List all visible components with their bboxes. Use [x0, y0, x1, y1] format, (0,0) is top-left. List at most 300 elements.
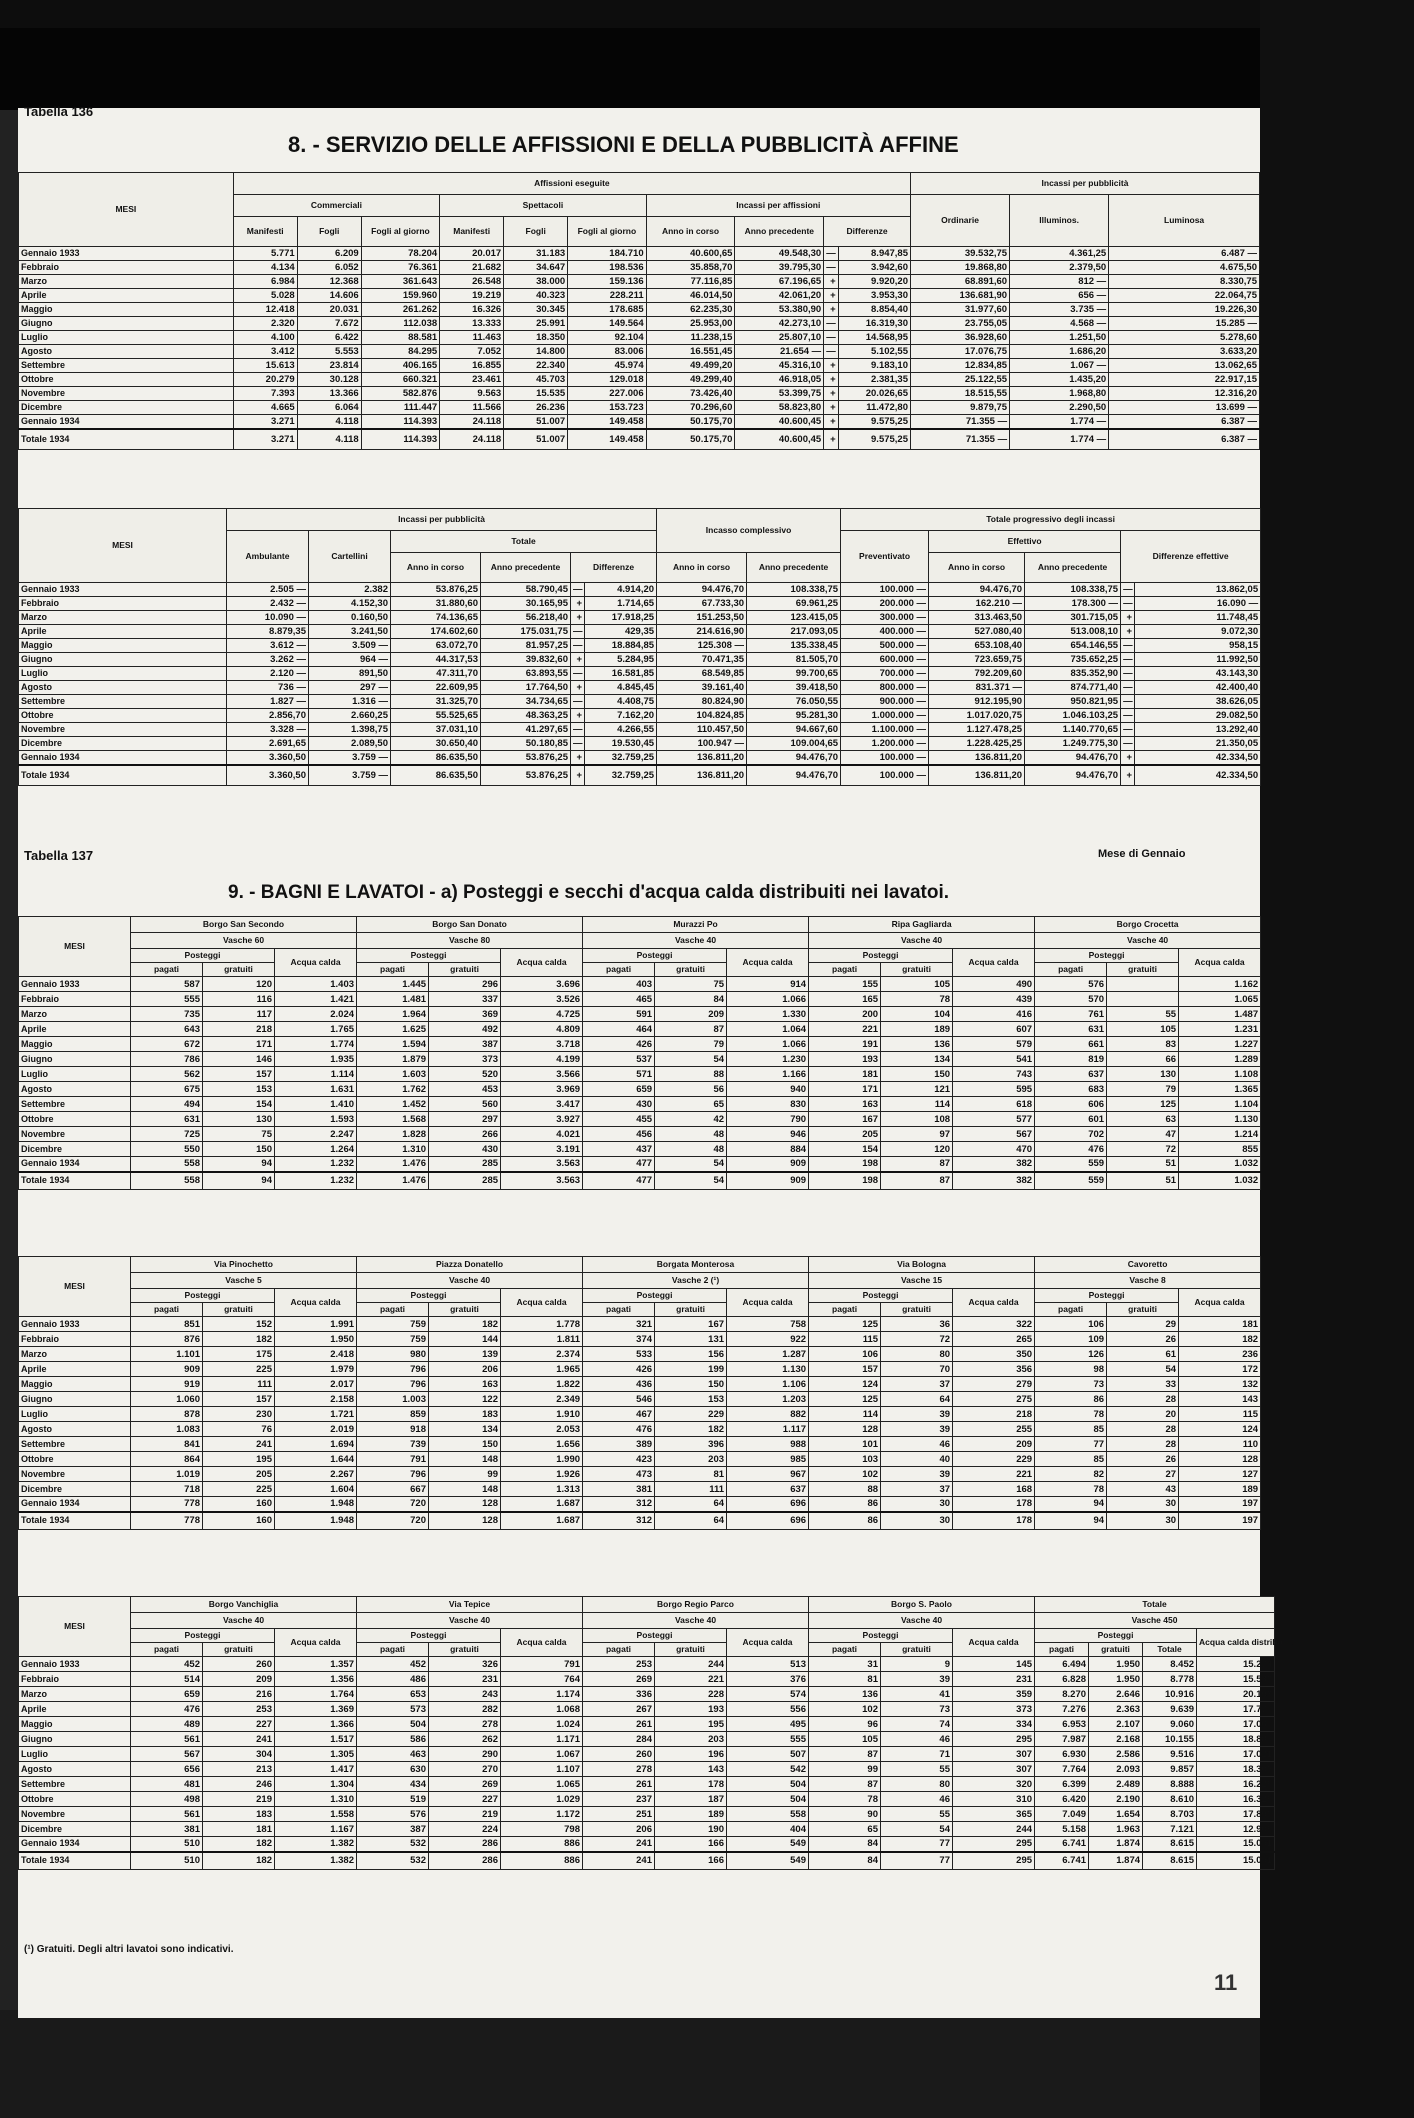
table-cell: 16.319,30 — [838, 317, 910, 331]
table-cell: 46.918,05 — [735, 373, 824, 387]
gratuiti-header: gratuiti — [655, 963, 727, 977]
table-cell: 17.021 — [1197, 1747, 1275, 1762]
table-cell: — — [1121, 709, 1135, 723]
table-cell: 171 — [203, 1037, 275, 1052]
table-cell: 7.052 — [440, 345, 504, 359]
col-header: Anno in corso — [657, 553, 747, 583]
table-cell: 55 — [881, 1807, 953, 1822]
table-row — [19, 1142, 1261, 1157]
table-cell: 1.289 — [1179, 1052, 1261, 1067]
table-cell: 146 — [203, 1052, 275, 1067]
table-cell: 193 — [809, 1052, 881, 1067]
table-cell: 365 — [953, 1807, 1035, 1822]
table-cell: 5.278,60 — [1109, 331, 1260, 345]
table-cell: 98 — [1035, 1362, 1107, 1377]
table-cell: — — [1121, 653, 1135, 667]
table-cell: 182 — [203, 1332, 275, 1347]
table-cell: 219 — [203, 1792, 275, 1807]
table-cell: — — [571, 737, 585, 751]
table-cell: 4.266,55 — [585, 723, 657, 737]
table-cell: 227.006 — [568, 387, 646, 401]
table-cell: 3.241,50 — [309, 625, 391, 639]
table-row — [19, 751, 1261, 766]
table-cell: 70.296,60 — [646, 401, 735, 415]
table-cell: 743 — [953, 1067, 1035, 1082]
table-cell: 1.305 — [275, 1747, 357, 1762]
table-cell: 1.171 — [501, 1732, 583, 1747]
table-cell: 369 — [429, 1007, 501, 1022]
table-cell: 244 — [953, 1822, 1035, 1837]
table-cell: 44.317,53 — [391, 653, 481, 667]
table-cell: 1.032 — [1179, 1172, 1261, 1190]
table-cell: 286 — [429, 1837, 501, 1852]
table-cell: 187 — [655, 1792, 727, 1807]
table-cell: 2.190 — [1089, 1792, 1143, 1807]
table-cell: + — [571, 681, 585, 695]
table-cell: 55 — [881, 1762, 953, 1777]
table-cell: 139 — [429, 1347, 501, 1362]
table-cell: 864 — [131, 1452, 203, 1467]
table-cell: 25.122,55 — [911, 373, 1010, 387]
table-cell: 567 — [953, 1127, 1035, 1142]
table-cell: 28 — [1107, 1422, 1179, 1437]
totale-header: Totale — [391, 531, 657, 553]
table-cell: 3.566 — [501, 1067, 583, 1082]
table-cell: 153 — [203, 1082, 275, 1097]
table-row — [19, 1822, 1275, 1837]
table-cell: 830 — [727, 1097, 809, 1112]
table-cell: 2.374 — [501, 1347, 583, 1362]
table-cell: — — [571, 625, 585, 639]
vasche-header: Vasche 8 — [1035, 1273, 1261, 1289]
table-cell: 290 — [429, 1747, 501, 1762]
table-row — [19, 611, 1261, 625]
table-cell: 275 — [953, 1392, 1035, 1407]
table-cell: 914 — [727, 977, 809, 992]
table-cell: 100.000 — — [841, 751, 929, 766]
table-cell: 595 — [953, 1082, 1035, 1097]
table-cell: 206 — [429, 1362, 501, 1377]
row-label: Febbraio — [19, 1332, 131, 1347]
table-cell: 94 — [1035, 1512, 1107, 1530]
table-cell: + — [824, 289, 838, 303]
table-cell: 1.228.425,25 — [929, 737, 1025, 751]
table-cell: 18.350 — [504, 331, 568, 345]
table-cell: 46 — [881, 1437, 953, 1452]
table-cell: 197 — [1179, 1497, 1261, 1512]
table-row — [19, 1157, 1261, 1172]
table-cell: 63 — [1107, 1112, 1179, 1127]
scan-border-left — [0, 110, 18, 2010]
table-cell: 720 — [357, 1497, 429, 1512]
table-cell: 980 — [357, 1347, 429, 1362]
table-cell: 8.615 — [1143, 1837, 1197, 1852]
table-cell: 909 — [131, 1362, 203, 1377]
site-name-header: Borgo S. Paolo — [809, 1597, 1035, 1613]
table-cell: 373 — [953, 1702, 1035, 1717]
table-cell: 437 — [583, 1142, 655, 1157]
table-cell: 77 — [1035, 1437, 1107, 1452]
table-cell: 473 — [583, 1467, 655, 1482]
table-cell: 1.403 — [275, 977, 357, 992]
table-cell: 24.118 — [440, 429, 504, 449]
table-cell: 2.381,35 — [838, 373, 910, 387]
vasche-header: Vasche 2 (¹) — [583, 1273, 809, 1289]
table-cell: 178 — [953, 1497, 1035, 1512]
table-cell: 39.418,50 — [747, 681, 841, 695]
table-cell: 34.647 — [504, 261, 568, 275]
table-cell: 96 — [809, 1717, 881, 1732]
table-cell: 631 — [1035, 1022, 1107, 1037]
table-cell: 321 — [583, 1317, 655, 1332]
table-cell: 912.195,90 — [929, 695, 1025, 709]
table-cell: 381 — [583, 1482, 655, 1497]
table-cell: 87 — [881, 1157, 953, 1172]
table-cell: — — [1121, 695, 1135, 709]
table-cell: 181 — [203, 1822, 275, 1837]
table-cell: 4.021 — [501, 1127, 583, 1142]
table-cell: 8.879,35 — [227, 625, 309, 639]
table-cell: 429,35 — [585, 625, 657, 639]
table-cell: 643 — [131, 1022, 203, 1037]
table-cell: 1.410 — [275, 1097, 357, 1112]
mid-right-note: Mese di Gennaio — [1098, 848, 1186, 860]
table-cell: 1.231 — [1179, 1022, 1261, 1037]
pagati-header: pagati — [1035, 1643, 1089, 1657]
table-cell: 1.101 — [131, 1347, 203, 1362]
table-cell: 1.948 — [275, 1512, 357, 1530]
table-cell: 120 — [203, 977, 275, 992]
table-cell: 13.699 — — [1109, 401, 1260, 415]
table-cell: 30 — [881, 1512, 953, 1530]
table-row — [19, 331, 1260, 345]
table-row — [19, 1127, 1261, 1142]
table-cell: 19.226,30 — [1109, 303, 1260, 317]
table-cell: 886 — [501, 1837, 583, 1852]
table-cell: 266 — [429, 1127, 501, 1142]
row-label: Dicembre — [19, 1142, 131, 1157]
table-cell: 261 — [583, 1717, 655, 1732]
table-cell: 19.530,45 — [585, 737, 657, 751]
table-row — [19, 1717, 1275, 1732]
row-label: Marzo — [19, 1007, 131, 1022]
table-cell: 527.080,40 — [929, 625, 1025, 639]
table-cell: 72 — [1107, 1142, 1179, 1157]
table-cell: 758 — [727, 1317, 809, 1332]
table-cell: 42.334,50 — [1135, 765, 1261, 785]
table-cell: 1.232 — [275, 1157, 357, 1172]
table-cell: + — [824, 387, 838, 401]
table-cell: 200 — [809, 1007, 881, 1022]
table-cell: 157 — [809, 1362, 881, 1377]
table-cell: 178 — [655, 1777, 727, 1792]
row-label: Totale 1934 — [19, 1852, 131, 1870]
table-cell: 47 — [1107, 1127, 1179, 1142]
table-cell: 27 — [1107, 1467, 1179, 1482]
table-cell: 504 — [727, 1792, 809, 1807]
table-cell: 1.517 — [275, 1732, 357, 1747]
col-header: Anno in corso — [646, 217, 735, 247]
table-cell: 507 — [727, 1747, 809, 1762]
table-cell: 297 — — [309, 681, 391, 695]
table-cell: 1.130 — [727, 1362, 809, 1377]
gratuiti-header: gratuiti — [881, 963, 953, 977]
table-cell: 630 — [357, 1762, 429, 1777]
table-cell: 41.297,65 — [481, 723, 571, 737]
table-cell: 1.593 — [275, 1112, 357, 1127]
table-cell: 90 — [809, 1807, 881, 1822]
table-cell: 423 — [583, 1452, 655, 1467]
table-cell: 22.917,15 — [1109, 373, 1260, 387]
table-cell: 464 — [583, 1022, 655, 1037]
table-cell: 549 — [727, 1852, 809, 1870]
table-cell: 165 — [809, 992, 881, 1007]
table-cell: 87 — [809, 1747, 881, 1762]
table-cell: 2.660,25 — [309, 709, 391, 723]
table-cell: 4.665 — [233, 401, 297, 415]
incassi-aff-header: Incassi per affissioni — [646, 195, 910, 217]
table-cell: — — [571, 695, 585, 709]
table-cell: 1.558 — [275, 1807, 357, 1822]
table-cell: 891,50 — [309, 667, 391, 681]
table-cell: 2.432 — — [227, 597, 309, 611]
table-row — [19, 1332, 1261, 1347]
table-cell: 6.494 — [1035, 1657, 1089, 1672]
table-cell: 224 — [429, 1822, 501, 1837]
row-label: Aprile — [19, 1022, 131, 1037]
table-cell: 279 — [953, 1377, 1035, 1392]
table-cell: 31.183 — [504, 247, 568, 261]
table-cell: 114.393 — [361, 429, 439, 449]
table-cell: 78.204 — [361, 247, 439, 261]
site-name-header: Via Pinochetto — [131, 1257, 357, 1273]
table-cell: 453 — [429, 1082, 501, 1097]
table-cell: 182 — [1179, 1332, 1261, 1347]
row-label: Settembre — [19, 695, 227, 709]
table-cell: 1.654 — [1089, 1807, 1143, 1822]
table-cell: 477 — [583, 1157, 655, 1172]
table-cell: — — [824, 247, 838, 261]
table-cell: 116 — [203, 992, 275, 1007]
table-cell: 735.652,25 — [1025, 653, 1121, 667]
row-label: Gennaio 1933 — [19, 1657, 131, 1672]
table-cell: 4.118 — [297, 415, 361, 430]
row-label: Dicembre — [19, 1822, 131, 1837]
table-cell: 35.858,70 — [646, 261, 735, 275]
table-cell: 69.961,25 — [747, 597, 841, 611]
table-cell: 874.771,40 — [1025, 681, 1121, 695]
table-cell: 1.114 — [275, 1067, 357, 1082]
table-cell: 653.108,40 — [929, 639, 1025, 653]
table-cell: 1.083 — [131, 1422, 203, 1437]
table-cell: 533 — [583, 1347, 655, 1362]
table-cell: 270 — [429, 1762, 501, 1777]
table-cell: 128 — [429, 1512, 501, 1530]
table-cell: 159.960 — [361, 289, 439, 303]
table-cell: 1.127.478,25 — [929, 723, 1025, 737]
row-label: Luglio — [19, 667, 227, 681]
table-cell: 8.270 — [1035, 1687, 1089, 1702]
row-label: Maggio — [19, 1717, 131, 1732]
table-cell: 37.031,10 — [391, 723, 481, 737]
table-cell: 14.568,95 — [838, 331, 910, 345]
table-cell: 8.854,40 — [838, 303, 910, 317]
table-cell: 6.422 — [297, 331, 361, 345]
table-cell: 312 — [583, 1512, 655, 1530]
table-row — [19, 709, 1261, 723]
table-cell: 218 — [953, 1407, 1035, 1422]
posteggi-header: Posteggi — [1035, 1289, 1179, 1303]
table-cell: 178.300 — — [1025, 597, 1121, 611]
table-cell: 1.910 — [501, 1407, 583, 1422]
acqua-header: Acqua calda — [727, 1629, 809, 1657]
table-cell: 900.000 — — [841, 695, 929, 709]
table-cell: 1.382 — [275, 1852, 357, 1870]
table-cell: 723.659,75 — [929, 653, 1025, 667]
table-cell: 99 — [429, 1467, 501, 1482]
table-cell: 7.987 — [1035, 1732, 1089, 1747]
total-row — [19, 1512, 1261, 1530]
posteggi-header: Posteggi — [809, 949, 953, 963]
table-cell: 53.380,90 — [735, 303, 824, 317]
row-label: Luglio — [19, 1407, 131, 1422]
row-label: Giugno — [19, 1052, 131, 1067]
table-cell: 3.360,50 — [227, 765, 309, 785]
table-cell: 200.000 — — [841, 597, 929, 611]
table-row — [19, 1732, 1275, 1747]
col-header: Luminosa — [1109, 195, 1260, 247]
table-cell: 84.295 — [361, 345, 439, 359]
table-cell: 218 — [203, 1022, 275, 1037]
table-cell: 359 — [953, 1687, 1035, 1702]
table-cell: 1.369 — [275, 1702, 357, 1717]
scan-border-top-dark — [0, 28, 1414, 110]
table-row — [19, 653, 1261, 667]
col-header: Manifesti — [440, 217, 504, 247]
table-cell: 1.445 — [357, 977, 429, 992]
pagati-header: pagati — [1035, 1303, 1107, 1317]
table-cell: — — [824, 317, 838, 331]
table-cell: 136 — [881, 1037, 953, 1052]
table-cell: — — [571, 723, 585, 737]
table-cell: 82 — [1035, 1467, 1107, 1482]
table-cell: 78 — [1035, 1407, 1107, 1422]
table-cell: 106 — [809, 1347, 881, 1362]
table-cell: 859 — [357, 1407, 429, 1422]
table-cell: 558 — [131, 1172, 203, 1190]
table-cell: 255 — [953, 1422, 1035, 1437]
table-row — [19, 1497, 1261, 1512]
table-cell: 75 — [203, 1127, 275, 1142]
table-cell: 579 — [953, 1037, 1035, 1052]
table-cell: 513.008,10 — [1025, 625, 1121, 639]
table-cell: 436 — [583, 1377, 655, 1392]
table-cell: 2.489 — [1089, 1777, 1143, 1792]
table-cell: 792.209,60 — [929, 667, 1025, 681]
table-cell: + — [824, 303, 838, 317]
table-row — [19, 289, 1260, 303]
table-cell: 796 — [357, 1467, 429, 1482]
table-cell: 41 — [881, 1687, 953, 1702]
table-cell: 131 — [655, 1332, 727, 1347]
table-cell: 92.104 — [568, 331, 646, 345]
table-cell: 53.876,25 — [481, 765, 571, 785]
vasche-header: Vasche 40 — [583, 1613, 809, 1629]
table-cell: 489 — [131, 1717, 203, 1732]
table-cell: 337 — [429, 992, 501, 1007]
table-cell: 618 — [953, 1097, 1035, 1112]
vasche-header: Vasche 40 — [809, 933, 1035, 949]
table-cell: 16.229 — [1197, 1777, 1275, 1792]
col-header: Fogli — [504, 217, 568, 247]
table-cell: 1.060 — [131, 1392, 203, 1407]
table-cell: 262 — [429, 1732, 501, 1747]
table-cell: 20 — [1107, 1407, 1179, 1422]
table-cell: 39 — [881, 1407, 953, 1422]
table-cell: 42.061,20 — [735, 289, 824, 303]
table-cell: 297 — [429, 1112, 501, 1127]
table-cell: 683 — [1035, 1082, 1107, 1097]
table-cell: — — [1121, 597, 1135, 611]
table-cell: 2.093 — [1089, 1762, 1143, 1777]
table-cell: 570 — [1035, 992, 1107, 1007]
table-cell — [1107, 992, 1179, 1007]
table-cell: 40.600,65 — [646, 247, 735, 261]
table-cell: 373 — [429, 1052, 501, 1067]
table-cell: 6.387 — — [1109, 415, 1260, 430]
table-cell: 574 — [727, 1687, 809, 1702]
table-cell: 1.003 — [357, 1392, 429, 1407]
table-cell: 556 — [727, 1702, 809, 1717]
effettivo-header: Effettivo — [929, 531, 1121, 553]
pagati-header: pagati — [357, 1303, 429, 1317]
table-cell: 31.880,60 — [391, 597, 481, 611]
table-cell: 40.600,45 — [735, 429, 824, 449]
acqua-header: Acqua calda — [953, 1289, 1035, 1317]
table-row — [19, 977, 1261, 992]
table-cell: 1.130 — [1179, 1112, 1261, 1127]
table-cell: 58.790,45 — [481, 583, 571, 597]
table-cell: 32.759,25 — [585, 751, 657, 766]
table-cell: 3.718 — [501, 1037, 583, 1052]
table-cell: 490 — [953, 977, 1035, 992]
row-label: Totale 1934 — [19, 429, 234, 449]
table-cell: 791 — [357, 1452, 429, 1467]
table-cell: 34.734,65 — [481, 695, 571, 709]
table-cell: 9.563 — [440, 387, 504, 401]
table-cell: 1.948 — [275, 1497, 357, 1512]
table-cell: 1.251,50 — [1010, 331, 1109, 345]
table-cell: 199 — [655, 1362, 727, 1377]
table-cell: 12.418 — [233, 303, 297, 317]
table-cell: 2.120 — — [227, 667, 309, 681]
row-label: Novembre — [19, 1807, 131, 1822]
table-cell: 5.771 — [233, 247, 297, 261]
table-cell: 11.992,50 — [1135, 653, 1261, 667]
table-cell: 1.476 — [357, 1157, 429, 1172]
table-cell: 1.357 — [275, 1657, 357, 1672]
table-cell: 115 — [1179, 1407, 1261, 1422]
table-cell: 659 — [583, 1082, 655, 1097]
table-cell: 134 — [881, 1052, 953, 1067]
progressivo-header: Totale progressivo degli incassi — [841, 509, 1261, 531]
table-cell: 2.646 — [1089, 1687, 1143, 1702]
table-cell: 17.776 — [1197, 1702, 1275, 1717]
table-cell: 76 — [203, 1422, 275, 1437]
table-cell: 26.236 — [504, 401, 568, 415]
table-cell: 1.417 — [275, 1762, 357, 1777]
row-label: Ottobre — [19, 1452, 131, 1467]
